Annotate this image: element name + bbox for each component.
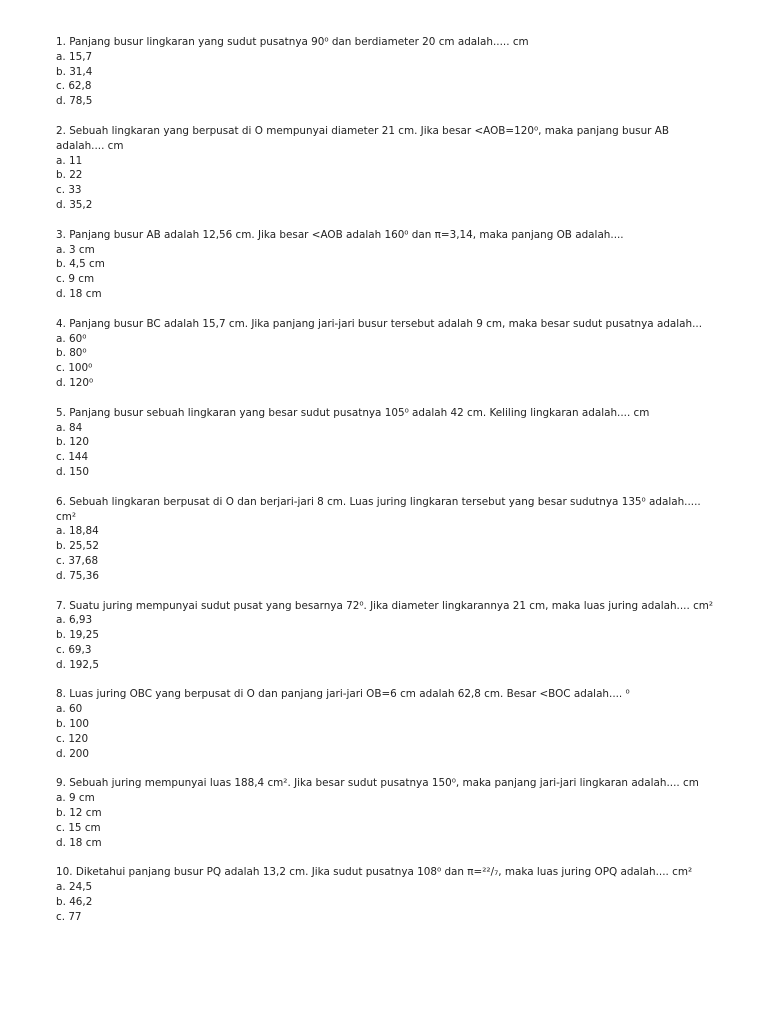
option-d: d. 200	[56, 747, 90, 760]
option-a: a. 84	[56, 421, 83, 434]
question-6	[56, 495, 716, 584]
option-b: b. 22	[56, 169, 83, 182]
question-text: 10. Diketahui panjang busur PQ adalah 13,2 cm. Jika sudut pusatnya 108⁰ dan π=²²/₇, maka luas juring OPQ adalah.... cm²	[56, 866, 693, 879]
option-c: c. 37,68	[56, 554, 99, 567]
option-b: b. 4,5 cm	[56, 258, 105, 271]
option-d: d. 18 cm	[56, 287, 102, 300]
option-d: d. 192,5	[56, 658, 99, 671]
option-a: a. 6,93	[56, 614, 93, 627]
option-a: a. 9 cm	[56, 792, 95, 805]
option-c: c. 69,3	[56, 643, 92, 656]
option-b: b. 12 cm	[56, 807, 102, 820]
question-text: 7. Suatu juring mempunyai sudut pusat yang besarnya 72⁰. Jika diameter lingkarannya 21 cm, maka luas juring adalah.... cm²	[56, 599, 714, 612]
option-b: b. 31,4	[56, 65, 93, 78]
option-c: c. 120	[56, 732, 89, 745]
question-text: 2. Sebuah lingkaran yang berpusat di O mempunyai diameter 21 cm. Jika besar <AOB=120⁰, maka panjang busur AB adalah.... cm	[56, 124, 673, 152]
option-b: b. 19,25	[56, 629, 99, 642]
question-10	[56, 865, 716, 924]
question-text: 1. Panjang busur lingkaran yang sudut pusatnya 90⁰ dan berdiameter 20 cm adalah..... cm	[56, 36, 529, 48]
option-a: a. 3 cm	[56, 243, 95, 256]
option-d: d. 75,36	[56, 569, 99, 582]
option-a: a. 18,84	[56, 525, 99, 538]
question-3	[56, 228, 716, 302]
option-a: a. 60⁰	[56, 332, 87, 345]
option-c: c. 15 cm	[56, 821, 101, 834]
question-text: 4. Panjang busur BC adalah 15,7 cm. Jika panjang jari-jari busur tersebut adalah 9 cm, maka besar sudut pusatnya adalah...	[56, 317, 703, 330]
option-b: b. 100	[56, 718, 90, 731]
option-d: d. 35,2	[56, 198, 93, 211]
question-1	[56, 35, 716, 109]
option-d: d. 150	[56, 465, 90, 478]
option-c: c. 33	[56, 184, 82, 197]
question-sheet	[56, 35, 716, 940]
option-b: b. 46,2	[56, 896, 93, 909]
option-b: b. 120	[56, 436, 90, 449]
question-5	[56, 406, 716, 480]
option-c: c. 144	[56, 451, 89, 464]
question-4	[56, 317, 716, 391]
option-a: a. 15,7	[56, 50, 93, 63]
option-b: b. 25,52	[56, 540, 99, 553]
option-c: c. 77	[56, 910, 82, 923]
option-c: c. 62,8	[56, 80, 92, 93]
question-7	[56, 599, 716, 673]
option-a: a. 60	[56, 703, 83, 716]
option-a: a. 11	[56, 154, 83, 167]
option-d: d. 78,5	[56, 95, 93, 108]
option-c: c. 100⁰	[56, 362, 93, 375]
option-d: d. 120⁰	[56, 376, 94, 389]
question-9	[56, 776, 716, 850]
question-text: 9. Sebuah juring mempunyai luas 188,4 cm². Jika besar sudut pusatnya 150⁰, maka panjang jari-jari lingkaran adalah.... cm	[56, 777, 699, 790]
question-8	[56, 687, 716, 761]
option-a: a. 24,5	[56, 881, 93, 894]
option-b: b. 80⁰	[56, 347, 87, 360]
question-text: 6. Sebuah lingkaran berpusat di O dan berjari-jari 8 cm. Luas juring lingkaran tersebut yang besar sudutnya 135⁰ adalah..... cm²	[56, 495, 705, 523]
question-text: 3. Panjang busur AB adalah 12,56 cm. Jika besar <AOB adalah 160⁰ dan π=3,14, maka panjang OB adalah....	[56, 228, 624, 241]
option-c: c. 9 cm	[56, 273, 95, 286]
question-text: 5. Panjang busur sebuah lingkaran yang besar sudut pusatnya 105⁰ adalah 42 cm. Keliling lingkaran adalah.... cm	[56, 406, 650, 419]
question-2	[56, 124, 716, 213]
option-d: d. 18 cm	[56, 836, 102, 849]
question-text: 8. Luas juring OBC yang berpusat di O dan panjang jari-jari OB=6 cm adalah 62,8 cm. Besar <BOC adalah.... ⁰	[56, 688, 630, 701]
